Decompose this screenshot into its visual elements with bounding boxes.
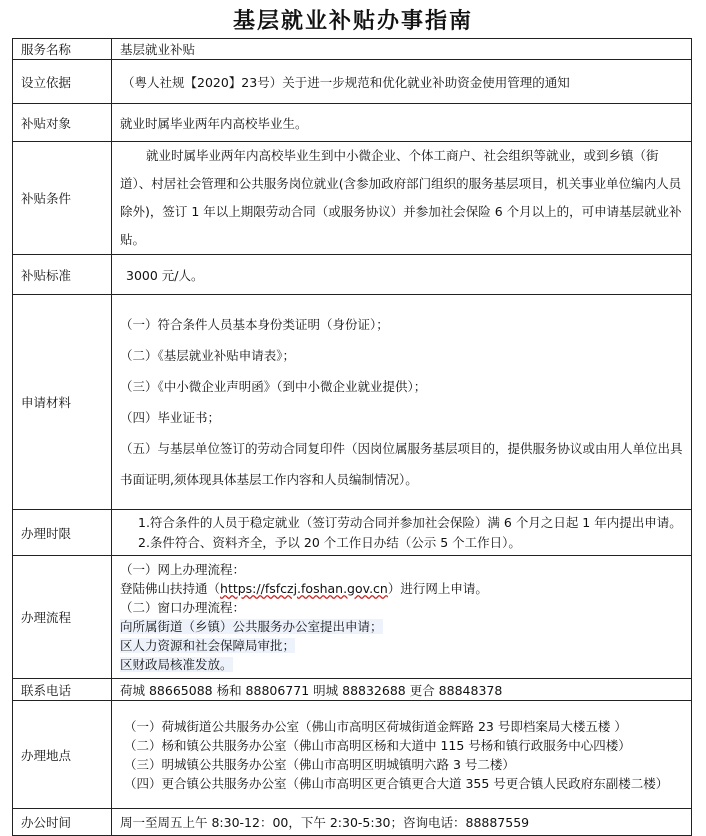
materials-cell: [112, 295, 692, 510]
table-row: [13, 556, 692, 679]
table-row: [13, 510, 692, 556]
phone-value: 荷城 88665088 杨和 88806771 明城 88832688 更合 88848378: [112, 679, 692, 701]
location-cell: [112, 701, 692, 809]
list-item: （四）更合镇公共服务办公室（佛山市高明区更合镇更合大道 355 号更合镇人民政府东副楼二楼）: [124, 775, 669, 791]
window-step-text: 向所属街道（乡镇）公共服务办公室提出申请；: [120, 619, 383, 634]
window-step: [120, 655, 685, 674]
online-url-link[interactable]: https://fsfczj.foshan.gov.cn: [220, 581, 388, 596]
table-row: [13, 104, 692, 142]
table-row: [13, 255, 692, 295]
row-label: 补贴对象: [13, 104, 112, 142]
list-item: （二）杨和镇公共服务办公室（佛山市高明区杨和大道中 115 号杨和镇行政服务中心四楼）: [124, 737, 631, 753]
table-row: [13, 809, 692, 836]
list-item: 1.符合条件的人员于稳定就业（签订劳动合同并参加社会保险）满 6 个月之日起 1 年内提出申请。: [138, 514, 682, 530]
basis-value: （粤人社规【2020】23号）关于进一步规范和优化就业补助资金使用管理的通知: [112, 60, 692, 104]
list-item: （一）荷城街道公共服务办公室（佛山市高明区荷城街道金辉路 23 号即档案局大楼五楼 ）: [124, 718, 627, 734]
window-step: [120, 636, 685, 655]
table-row: [13, 60, 692, 104]
online-process-line: [120, 579, 685, 598]
list-item: 2.条件符合、资料齐全，予以 20 个工作日办结（公示 5 个工作日）。: [138, 534, 521, 550]
row-label: 办理地点: [13, 701, 112, 809]
row-label: 办公时间: [13, 809, 112, 836]
online-prefix: 登陆佛山扶持通（: [120, 581, 221, 596]
window-step-text: 区财政局核准发放。: [120, 657, 233, 672]
list-item: （三）明城镇公共服务办公室（佛山市高明区明城镇明六路 3 号二楼）: [124, 756, 515, 772]
table-row: [13, 142, 692, 255]
page-title: 基层就业补贴办事指南: [232, 9, 473, 34]
window-process-title: （二）窗口办理流程：: [120, 600, 246, 615]
process-cell: [112, 556, 692, 679]
conditions-value: 就业时属毕业两年内高校毕业生到中小微企业、个体工商户、社会组织等就业，或到乡镇（街道）、村居社会管理和公共服务岗位就业(含参加政府部门组织的服务基层项目，机关事业单位编内人员除外)，签订 1 年以上期限劳动合同（或服务协议）并参加社会保险 6 个月以上的，可申请基层就业补贴。: [120, 148, 682, 247]
row-label: 补贴条件: [13, 142, 112, 255]
online-suffix: ）进行网上申请。: [387, 581, 488, 596]
list-item: （三）《中小微企业声明函》（到中小微企业就业提供）；: [120, 379, 427, 394]
list-item: （二）《基层就业补贴申请表》；: [120, 348, 296, 363]
standard-value: 3000 元/人。: [112, 255, 692, 295]
list-item: （一）符合条件人员基本身份类证明（身份证）；: [120, 317, 389, 332]
guide-table: [12, 38, 692, 836]
window-step-text: 区人力资源和社会保障局审批；: [120, 638, 296, 653]
row-label: 服务名称: [13, 39, 112, 60]
list-item: （五）与基层单位签订的劳动合同复印件（因岗位属服务基层项目的，提供服务协议或由用人单位出具书面证明,须体现具体基层工作内容和人员编制情况）。: [120, 441, 683, 487]
table-row: [13, 701, 692, 809]
time-cell: [112, 510, 692, 556]
table-row: [13, 679, 692, 701]
table-row: [13, 295, 692, 510]
row-label: 办理流程: [13, 556, 112, 679]
service-name-value: 基层就业补贴: [112, 39, 692, 60]
row-label: 设立依据: [13, 60, 112, 104]
row-label: 联系电话: [13, 679, 112, 701]
window-step: [120, 617, 685, 636]
table-row: [13, 39, 692, 60]
list-item: （四）毕业证书；: [120, 410, 221, 425]
hours-value: 周一至周五上午 8:30-12：00，下午 2:30-5:30；咨询电话：88887559: [112, 809, 692, 836]
row-label: 办理时限: [13, 510, 112, 556]
target-value: 就业时属毕业两年内高校毕业生。: [112, 104, 692, 142]
conditions-cell: [112, 142, 692, 255]
online-process-title: （一）网上办理流程：: [120, 562, 246, 577]
row-label: 补贴标准: [13, 255, 112, 295]
row-label: 申请材料: [13, 295, 112, 510]
